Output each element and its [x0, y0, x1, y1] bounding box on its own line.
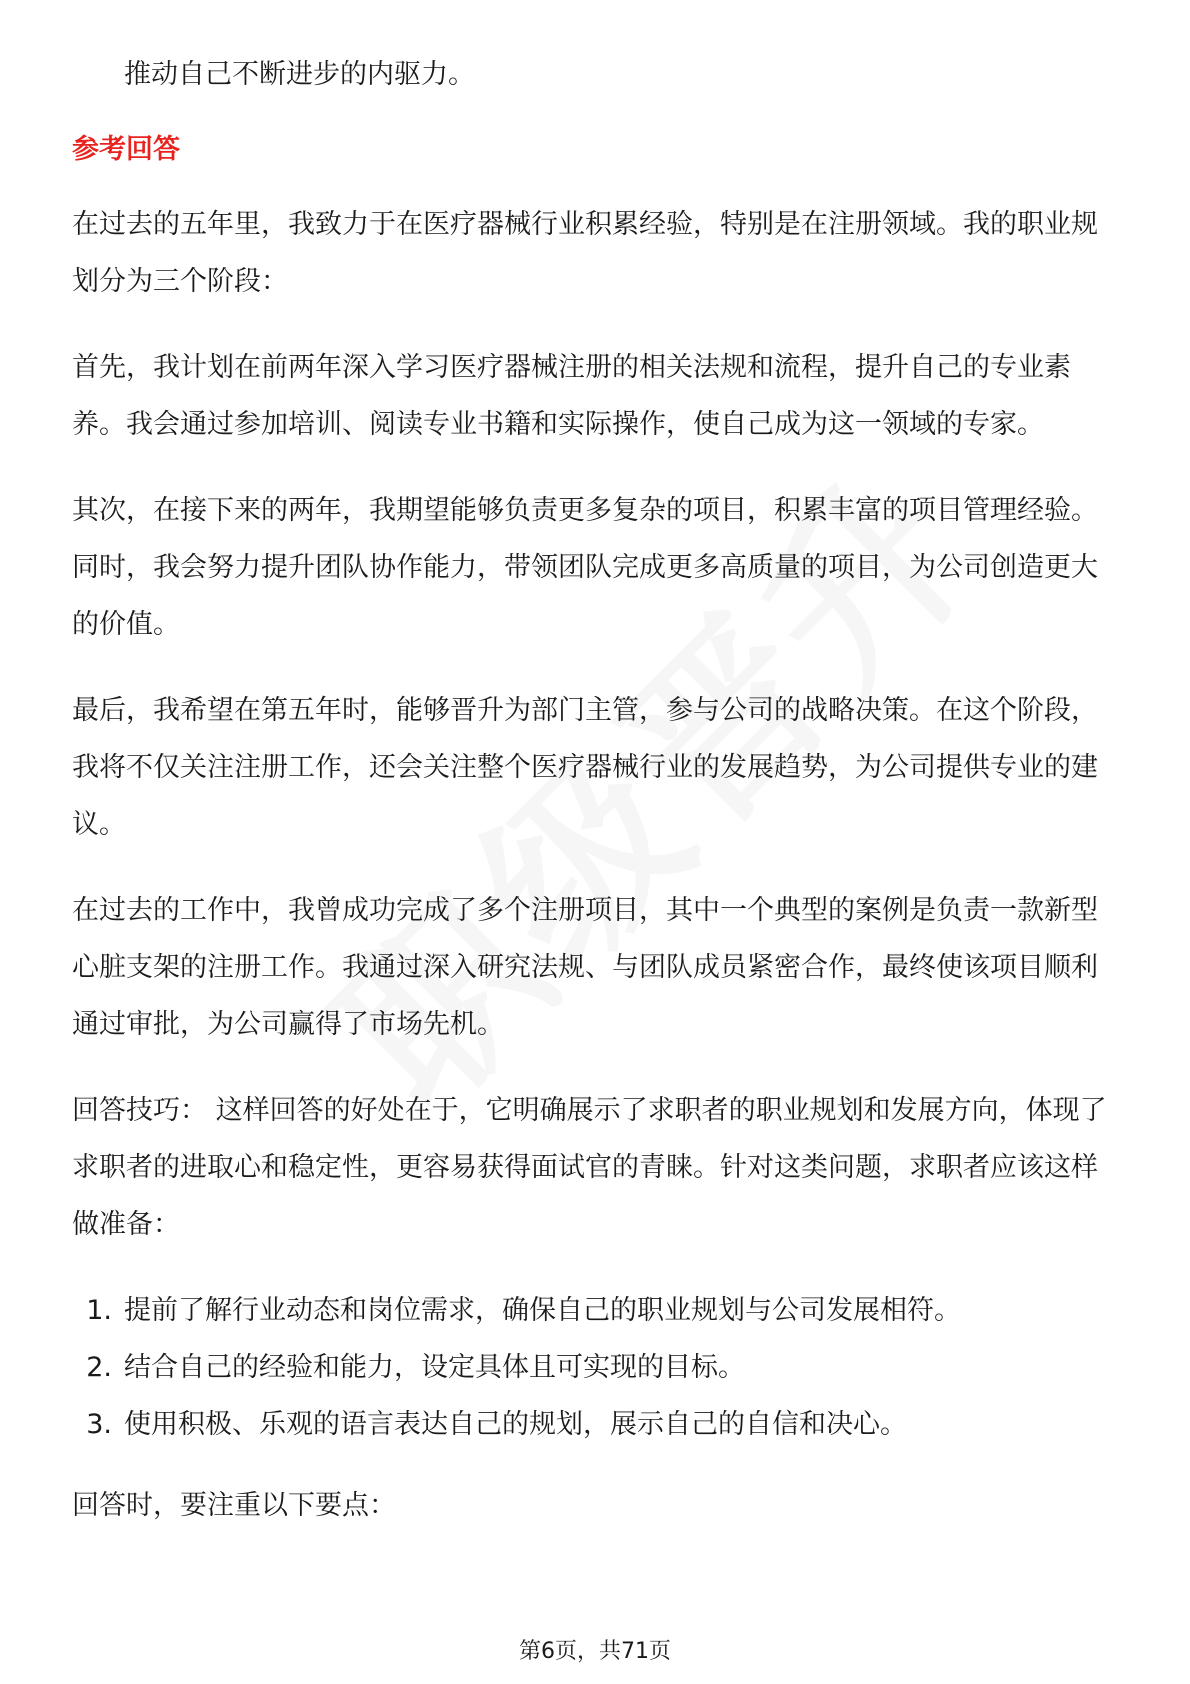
page-number-footer: 第6页，共71页 — [519, 1639, 671, 1664]
list-item — [72, 1339, 1122, 1396]
answer-paragraph-5: 在过去的工作中，我曾成功完成了多个注册项目，其中一个典型的案例是负责一款新型心脏支架的注册工作。我通过深入研究法规、与团队成员紧密合作，最终使该项目顺利通过审批，为公司赢得了市场先机。 — [72, 895, 1098, 1040]
answer-paragraph-3: 其次，在接下来的两年，我期望能够负责更多复杂的项目，积累丰富的项目管理经验。同时，我会努力提升团队协作能力，带领团队完成更多高质量的项目，为公司创造更大的价值。 — [72, 495, 1098, 640]
answer-paragraph-2: 首先，我计划在前两年深入学习医疗器械注册的相关法规和流程，提升自己的专业素养。我会通过参加培训、阅读专业书籍和实际操作，使自己成为这一领域的专家。 — [72, 352, 1071, 440]
page-content — [72, 46, 1122, 1534]
section-heading: 参考回答 — [72, 134, 180, 165]
tips-list — [72, 1282, 1122, 1453]
list-number: 2. — [86, 1352, 112, 1383]
answer-paragraph-4: 最后，我希望在第五年时，能够晋升为部门主管，参与公司的战略决策。在这个阶段，我将不仅关注注册工作，还会关注整个医疗器械行业的发展趋势，为公司提供专业的建议。 — [72, 695, 1098, 840]
list-text: 使用积极、乐观的语言表达自己的规划，展示自己的自信和决心。 — [124, 1409, 907, 1440]
intro-continuation: 推动自己不断进步的内驱力。 — [124, 59, 475, 90]
list-text: 结合自己的经验和能力，设定具体且可实现的目标。 — [124, 1352, 745, 1383]
answer-paragraph-1: 在过去的五年里，我致力于在医疗器械行业积累经验，特别是在注册领域。我的职业规划分为三个阶段： — [72, 209, 1098, 297]
closing-line: 回答时，要注重以下要点： — [72, 1490, 396, 1521]
list-item — [72, 1396, 1122, 1453]
list-number: 1. — [86, 1295, 112, 1326]
tips-paragraph: 回答技巧： 这样回答的好处在于，它明确展示了求职者的职业规划和发展方向，体现了求职者的进取心和稳定性，更容易获得面试官的青睐。针对这类问题，求职者应该这样做准备： — [72, 1095, 1107, 1240]
list-item — [72, 1282, 1122, 1339]
list-text: 提前了解行业动态和岗位需求，确保自己的职业规划与公司发展相符。 — [124, 1295, 961, 1326]
list-number: 3. — [86, 1409, 112, 1440]
